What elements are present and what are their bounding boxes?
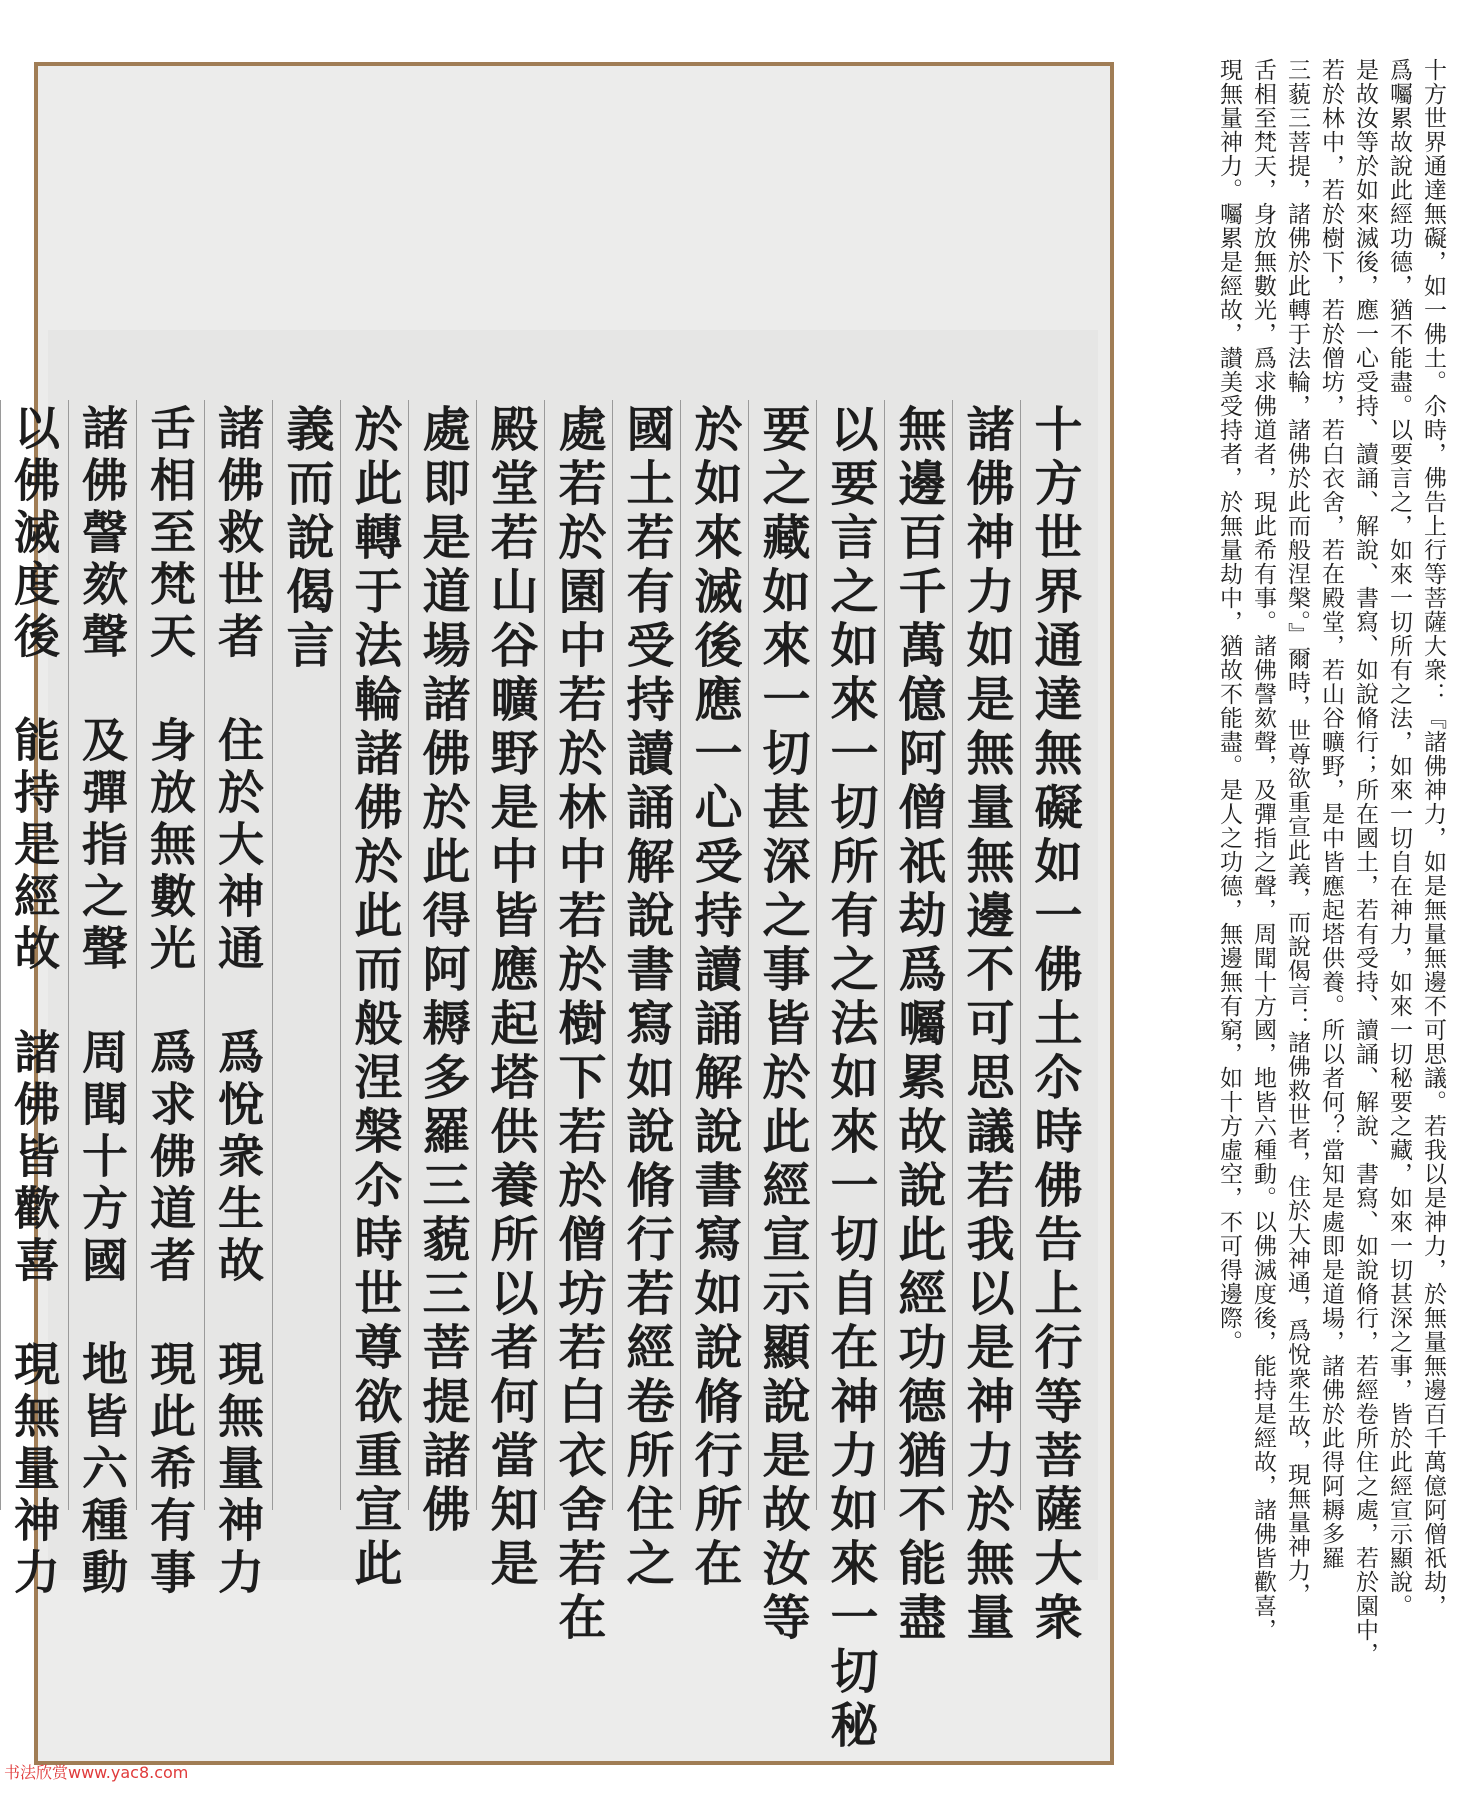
verse-column: 舌相至梵天 身放無數光 爲求佛道者 現此希有事 bbox=[136, 400, 204, 1510]
verse-column: 諸佛謦欬聲 及彈指之聲 周聞十方國 地皆六種動 bbox=[68, 400, 136, 1510]
calligraphy-column: 無邊百千萬億阿僧祇劫爲囑累故說此經功德猶不能盡 bbox=[884, 400, 952, 1510]
calligraphy-column: 處若於園中若於林中若於樹下若於僧坊若白衣舍若在 bbox=[544, 400, 612, 1510]
transcription-line: 若於林中，若於樹下，若於僧坊，若白衣舍，若在殿堂，若山谷曠野，是中皆應起塔供養。所以者何？當知是處即是道場，諸佛於此得阿耨多羅 bbox=[1318, 58, 1344, 1570]
transcription-text bbox=[1180, 58, 1450, 1758]
calligraphy-column: 諸佛神力如是無量無邊不可思議若我以是神力於無量 bbox=[952, 400, 1020, 1510]
transcription-line: 十方世界通達無礙，如一佛土。尒時，佛告上行等菩薩大衆：『諸佛神力，如是無量無邊不可思議。若我以是神力，於無量無邊百千萬億阿僧祇劫， bbox=[1420, 58, 1446, 1618]
transcription-line: 三藐三菩提，諸佛於此轉于法輪，諸佛於此而般涅槃。』爾時，世尊欲重宣此義，而說偈言：諸佛救世者，住於大神通，爲悅衆生故，現無量神力， bbox=[1284, 58, 1310, 1607]
calligraphy-column: 以要言之如來一切所有之法如來一切自在神力如來一切秘 bbox=[816, 400, 884, 1510]
site-watermark: 书法欣赏www.yac8.com bbox=[4, 1763, 189, 1782]
calligraphy-text bbox=[7, 400, 1088, 1754]
verse-column: 以佛滅度後 能持是經故 諸佛皆歡喜 現無量神力 bbox=[0, 400, 68, 1510]
calligraphy-column: 殿堂若山谷曠野是中皆應起塔供養所以者何當知是 bbox=[476, 400, 544, 1510]
calligraphy-column: 義而說偈言 bbox=[272, 400, 340, 1510]
calligraphy-column: 要之藏如來一切甚深之事皆於此經宣示顯說是故汝等 bbox=[748, 400, 816, 1510]
calligraphy-column: 於此轉于法輪諸佛於此而般涅槃尒時世尊欲重宣此 bbox=[340, 400, 408, 1510]
calligraphy-column: 十方世界通達無礙如一佛土尒時佛告上行等菩薩大衆 bbox=[1020, 400, 1088, 1510]
transcription-line: 是故汝等於如來滅後，應一心受持、讀誦、解說、書寫、如說脩行；所在國土，若有受持、讀誦、解說、書寫、如說脩行，若經卷所住之處，若於園中， bbox=[1352, 58, 1378, 1666]
verse-column: 諸佛救世者 住於大神通 爲悅衆生故 現無量神力 bbox=[204, 400, 272, 1510]
transcription-line: 爲囑累故說此經功德，猶不能盡。以要言之，如來一切所有之法，如來一切自在神力，如來一切秘要之藏，如來一切甚深之事，皆於此經宣示顯說。 bbox=[1386, 58, 1412, 1618]
transcription-line: 舌相至梵天，身放無數光，爲求佛道者，現此希有事。諸佛謦欬聲，及彈指之聲，周聞十方國，地皆六種動。以佛滅度後，能持是經故，諸佛皆歡喜， bbox=[1250, 58, 1276, 1642]
calligraphy-column: 於如來滅後應一心受持讀誦解說書寫如說脩行所在 bbox=[680, 400, 748, 1510]
calligraphy-column: 處即是道場諸佛於此得阿耨多羅三藐三菩提諸佛 bbox=[408, 400, 476, 1510]
transcription-line: 現無量神力。囑累是經故，讃美受持者，於無量劫中，猶故不能盡。是人之功德，無邊無有窮，如十方虛空，不可得邊際。 bbox=[1216, 58, 1242, 1354]
calligraphy-column: 國土若有受持讀誦解說書寫如說脩行若經卷所住之 bbox=[612, 400, 680, 1510]
